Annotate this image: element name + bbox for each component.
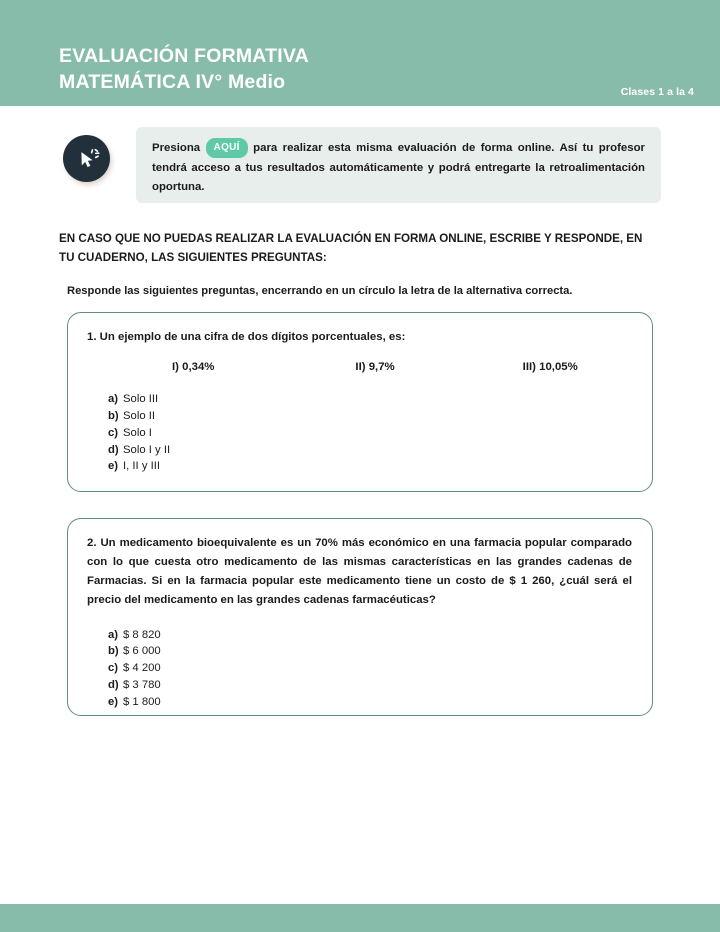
page-title-line2: MATEMÁTICA IV° Medio <box>59 70 286 93</box>
click-cursor-icon <box>63 135 110 182</box>
answer-option[interactable] <box>108 694 652 711</box>
option-text: $ 1 800 <box>123 695 161 708</box>
option-letter: a) <box>108 393 119 406</box>
answer-option[interactable] <box>108 458 652 475</box>
notice-paragraph <box>152 138 645 198</box>
answer-option[interactable] <box>108 677 652 694</box>
answer-option[interactable] <box>108 391 652 408</box>
roman-option-ii: II) 9,7% <box>355 361 395 374</box>
notice-text-box <box>136 127 661 203</box>
answer-option[interactable] <box>108 643 652 660</box>
classes-label: Clases 1 a la 4 <box>620 86 694 98</box>
footer-band <box>0 904 720 932</box>
page-title-line1: EVALUACIÓN FORMATIVA <box>59 45 309 67</box>
roman-option-iii: III) 10,05% <box>522 361 578 374</box>
option-text: $ 3 780 <box>123 679 161 692</box>
option-letter: d) <box>108 679 119 692</box>
online-notice <box>59 127 661 203</box>
option-letter: b) <box>108 409 119 422</box>
option-text: I, II y III <box>123 460 161 473</box>
option-text: Solo II <box>123 409 156 422</box>
answer-option[interactable] <box>108 425 652 442</box>
answer-option[interactable] <box>108 627 652 644</box>
notice-text-after: para realizar esta misma evaluación de forma online. Así tu profesor tendrá acceso a tus resultados automáticamente y podrá entregarte la retroalimentación oportuna. <box>152 142 645 194</box>
question-card <box>67 518 653 716</box>
answer-option[interactable] <box>108 408 652 425</box>
option-letter: b) <box>108 645 119 658</box>
question-card <box>67 312 653 492</box>
option-letter: e) <box>108 695 119 708</box>
option-text: Solo I y II <box>123 443 171 456</box>
roman-option-i: I) 0,34% <box>172 361 215 374</box>
option-text: Solo I <box>123 426 152 439</box>
option-text: $ 6 000 <box>123 645 161 658</box>
answer-option-list <box>68 611 652 711</box>
question-stem: 1. Un ejemplo de una cifra de dos dígitos porcentuales, es: <box>87 331 406 343</box>
header-title-group <box>59 44 309 95</box>
header-band <box>0 0 720 106</box>
option-letter: a) <box>108 628 119 641</box>
option-letter: c) <box>108 662 119 675</box>
answer-option[interactable] <box>108 660 652 677</box>
question-stem: 2. Un medicamento bioequivalente es un 70% más económico en una farmacia popular comparado con lo que cuesta otro medicamento de las mismas características en las grandes cadenas de Farmacias. Si en la farmacia popular este medicamento tiene un costo de $ 1 260, ¿cuál será el precio del medicamento en las grandes cadenas farmacéuticas? <box>87 537 632 607</box>
option-letter: e) <box>108 460 119 473</box>
option-letter: d) <box>108 443 119 456</box>
roman-options-row <box>68 347 652 373</box>
option-letter: c) <box>108 426 119 439</box>
option-text: $ 8 820 <box>123 628 161 641</box>
answer-option[interactable] <box>108 442 652 459</box>
answer-option-list <box>68 373 652 475</box>
instruction-primary: EN CASO QUE NO PUEDAS REALIZAR LA EVALUACIÓN EN FORMA ONLINE, ESCRIBE Y RESPONDE, EN TU CUADERNO, LAS SIGUIENTES PREGUNTAS: <box>59 232 643 264</box>
option-text: Solo III <box>123 393 159 406</box>
instruction-secondary: Responde las siguientes preguntas, encerrando en un círculo la letra de la alternativa correcta. <box>67 285 573 297</box>
option-text: $ 4 200 <box>123 662 161 675</box>
notice-text-before: Presiona <box>152 142 201 154</box>
aqui-link-button[interactable]: AQUÍ <box>206 138 248 158</box>
